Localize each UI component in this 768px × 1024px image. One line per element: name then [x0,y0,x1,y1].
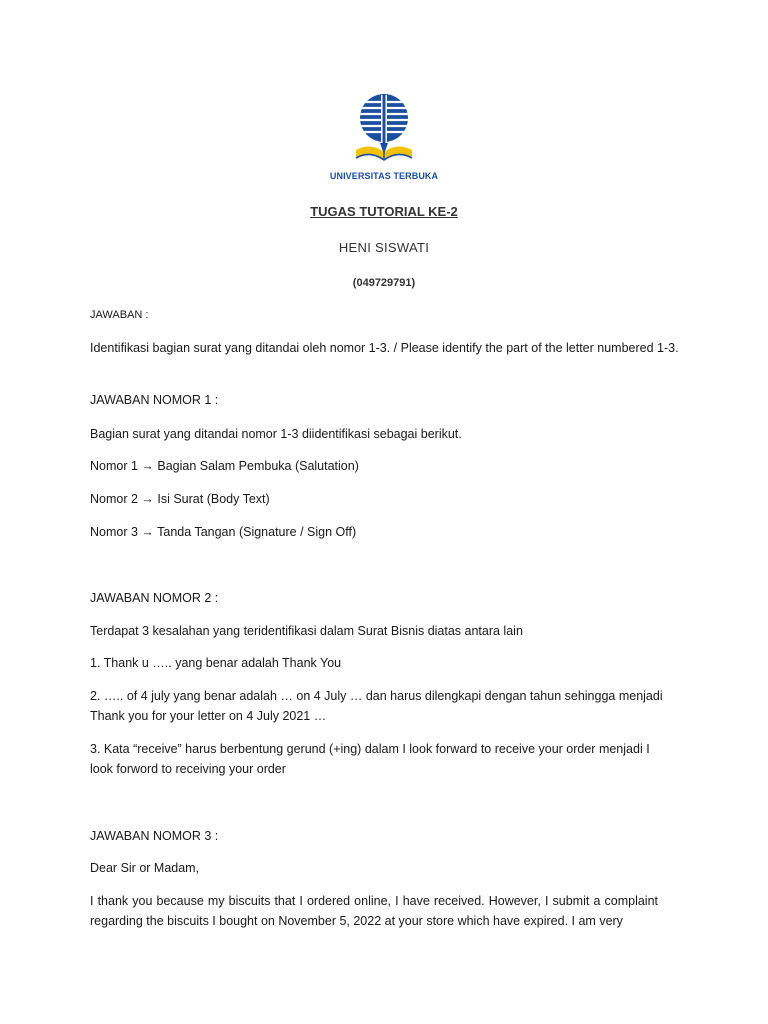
student-id: (049729791) [352,277,416,289]
answer3-heading: JAWABAN NOMOR 3 : [90,829,219,843]
answer2-intro: Terdapat 3 kesalahan yang teridentifikasi dalam Surat Bisnis diatas antara lain [90,624,523,638]
answer2-heading: JAWABAN NOMOR 2 : [90,591,219,605]
universitas-terbuka-logo [352,92,416,174]
answer2-item: 1. Thank u ….. yang benar adalah Thank You [90,656,342,670]
logo-caption: UNIVERSITAS TERBUKA [329,171,439,181]
answer1-intro: Bagian surat yang ditandai nomor 1-3 diidentifikasi sebagai berikut. [90,427,462,441]
answer1-item: Nomor 1 → Bagian Salam Pembuka (Salutation) [90,459,359,473]
author-name: HENI SISWATI [338,240,430,255]
answer2-item: 2. ….. of 4 july yang benar adalah … on 4 July … dan harus dilengkapi dengan tahun sehingga menjadi Thank you for your letter on 4 July 2021 … [90,689,663,723]
answer2-item: 3. Kata “receive” harus berbentung gerund (+ing) dalam I look forward to receive your order menjadi I look forword to receiving your order [90,742,650,776]
answer1-item: Nomor 2 → Isi Surat (Body Text) [90,492,270,506]
document-title: TUGAS TUTORIAL KE-2 [310,204,458,219]
letter-greeting: Dear Sir or Madam, [90,861,200,875]
letter-paragraph: I thank you because my biscuits that I ordered online, I have received. However, I submit a complaint regarding the biscuits I bought on November 5, 2022 at your store which have expired. I am very [90,894,658,928]
question-text: Identifikasi bagian surat yang ditandai oleh nomor 1-3. / Please identify the part of the letter numbered 1-3. [90,341,679,355]
answer1-heading: JAWABAN NOMOR 1 : [90,393,219,407]
jawaban-label: JAWABAN : [90,309,149,321]
answer1-item: Nomor 3 → Tanda Tangan (Signature / Sign Off) [90,525,357,539]
